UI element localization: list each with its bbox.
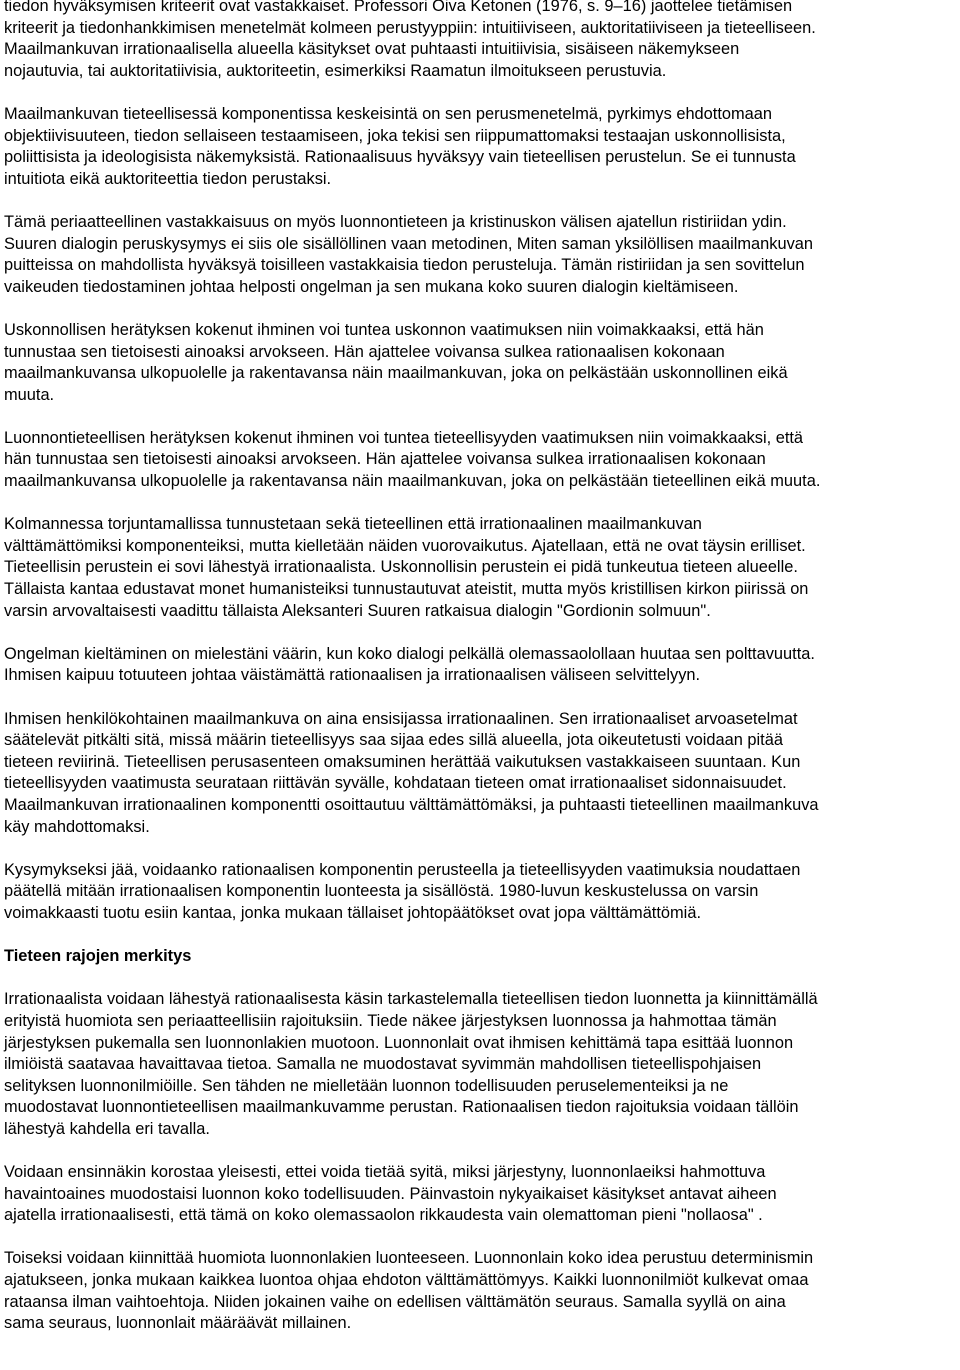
text-line: nojautuvia, tai auktoritatiivisia, auktoriteetin, esimerkiksi Raamatun ilmoitukseen perustuvia. — [4, 61, 667, 80]
text-line: Voidaan ensinnäkin korostaa yleisesti, ettei voida tietää syitä, miksi järjestyny, luonnonlaeiksi hahmottuva — [4, 1163, 766, 1182]
text-paragraph — [4, 989, 958, 1140]
text-line: Tämä periaatteellinen vastakkaisuus on myös luonnontieteen ja kristinuskon välisen ajatellun ristiriidan ydin. — [4, 212, 787, 231]
text-line: kriteerit ja tiedonhankkimisen menetelmät kolmeen perustyyppiin: intuitiiviseen, auktoritatiiviseen ja tieteelliseen. — [4, 18, 816, 37]
text-line: maailmankuvansa ulkopuolelle ja rakentavansa näin maailmankuvan, joka on pelkästään tieteellinen eikä muuta. — [4, 472, 821, 491]
text-paragraph — [4, 514, 958, 622]
text-line: Tieteen rajojen merkitys — [4, 947, 192, 966]
text-line: objektiivisuuteen, tiedon sellaiseen testaamiseen, joka tekisi sen riippumattomaksi testaajan uskonnollisista, — [4, 126, 786, 145]
text-line: havaintoaines muodostaisi luonnon koko todellisuuden. Päinvastoin nykyaikaiset käsitykset antavat aiheen — [4, 1184, 777, 1203]
text-line: Luonnontieteellisen herätyksen kokenut ihminen voi tuntea tieteellisyyden vaatimuksen niin voimakkaaksi, että — [4, 428, 804, 447]
text-line: Uskonnollisen herätyksen kokenut ihminen voi tuntea uskonnon vaatimuksen niin voimakkaaksi, että hän — [4, 320, 764, 339]
text-line: tieteen reviirinä. Tieteellisen perusasenteen omaksuminen herättää vaikutuksen vastakkaiseen suuntaan. Kun — [4, 752, 801, 771]
text-line: selityksen luonnonilmiöille. Sen tähden ne mielletään luonnon todellisuuden peruselementeiksi ja ne — [4, 1076, 729, 1095]
text-line: ajatella irrationaalisesti, että tämä on koko olemassaolon rikkaudesta vain olemattoman pieni "nollaosa" . — [4, 1206, 763, 1225]
text-line: Kysymykseksi jää, voidaanko rationaalisen komponentin perusteella ja tieteellisyyden vaatimuksia noudattaen — [4, 860, 801, 879]
text-paragraph — [4, 860, 958, 925]
text-line: lähestyä kahdella eri tavalla. — [4, 1119, 210, 1138]
text-paragraph — [4, 0, 958, 82]
text-line: hän tunnustaa sen tietoisesti ainoaksi arvokseen. Hän ajattelee voivansa sulkea irrationaalisen kokonaan — [4, 450, 766, 469]
text-line: Ihmisen henkilökohtainen maailmankuva on aina ensisijassa irrationaalinen. Sen irrationaaliset arvoasetelmat — [4, 709, 798, 728]
text-line: päätellä mitään irrationaalisen komponentin luonteesta ja sisällöstä. 1980-luvun keskustelussa on varsin — [4, 882, 759, 901]
text-line: tunnustaa sen tietoisesti ainoaksi arvokseen. Hän ajattelee voivansa sulkea rationaalisen kokonaan — [4, 342, 725, 361]
section-heading — [4, 946, 958, 968]
text-line: vaikeuden tiedostaminen johtaa helposti ongelman ja sen mukana koko suuren dialogin kieltämiseen. — [4, 277, 739, 296]
text-line: voimakkaasti tuotu esiin kantaa, jonka mukaan tällaiset johtopäätökset ovat jopa välttämättömiä. — [4, 903, 701, 922]
text-line: tiedon hyväksymisen kriteerit ovat vastakkaiset. Professori Oiva Ketonen (1976, s. 9–16) jaottelee tietämisen — [4, 0, 793, 15]
text-paragraph — [4, 709, 958, 839]
text-line: ilmiöistä saatavaa havaittavaa tietoa. Samalla ne muodostavat syvimmän mahdollisen tieteellispohjaisen — [4, 1055, 762, 1074]
text-line: Maailmankuvan irrationaalinen komponentti osoittautuu välttämättömäksi, ja puhtaasti tieteellinen maailmankuva — [4, 795, 819, 814]
text-line: Suuren dialogin peruskysymys ei siis ole sisällöllinen vaan metodinen, Miten saman yksilöllisen maailmankuvan — [4, 234, 813, 253]
text-paragraph — [4, 1162, 958, 1227]
text-line: Tällaista kantaa edustavat monet humanisteiksi tunnustautuvat ateistit, mutta myös kristillisen kirkon piirissä on — [4, 580, 809, 599]
text-paragraph — [4, 644, 958, 687]
text-paragraph — [4, 428, 958, 493]
text-line: Irrationaalista voidaan lähestyä rationaalisesta käsin tarkastelemalla tieteellisen tiedon luonnetta ja kiinnittämällä — [4, 990, 818, 1009]
text-line: Maailmankuvan irrationaalisella alueella käsitykset ovat puhtaasti intuitiivisia, sisäiseen näkemykseen — [4, 40, 740, 59]
text-line: muodostavat luonnontieteellisen maailmankuvamme perustan. Rationaalisen tiedon rajoituksia voidaan tällöin — [4, 1098, 799, 1117]
text-line: rataansa ilman vaihtoehtoja. Niiden jokainen vaihe on edellisen välttämätön seuraus. Samalla syyllä on aina — [4, 1292, 786, 1311]
text-line: välttämättömiksi komponenteiksi, mutta kielletään näiden vuorovaikutus. Ajatellaan, että ne ovat täysin erilliset. — [4, 536, 806, 555]
text-paragraph — [4, 212, 958, 298]
text-line: puitteissa on mahdollista hyväksyä toisilleen vastakkaisia tiedon perusteluja. Tämän ristiriidan ja sen sovittelun — [4, 256, 805, 275]
text-line: Maailmankuvan tieteellisessä komponentissa keskeisintä on sen perusmenetelmä, pyrkimys ehdottomaan — [4, 104, 773, 123]
text-line: intuitiota eikä auktoriteettia tiedon perustaksi. — [4, 169, 332, 188]
text-line: maailmankuvansa ulkopuolelle ja rakentavansa näin maailmankuvan, joka on pelkästään uskonnollinen eikä — [4, 364, 788, 383]
text-paragraph — [4, 320, 958, 406]
text-line: Tieteellisin perustein ei sovi lähestyä irrationaalista. Uskonnollisin perustein ei pidä tunkeutua tieteen alueelle. — [4, 558, 798, 577]
text-line: tieteellisyyden vaatimusta seurataan riittävän syvälle, kohdataan tieteen omat irrationaaliset sidonnaisuudet. — [4, 774, 787, 793]
text-line: järjestyksen pukemalla sen luonnonlakien muotoon. Luonnonlait ovat ihmisen kehittämä tapa esittää luonnon — [4, 1033, 794, 1052]
text-line: muuta. — [4, 385, 55, 404]
text-line: Ihmisen kaipuu totuuteen johtaa väistämättä rationaalisen ja irrationaalisen väliseen selvittelyyn. — [4, 666, 701, 685]
document-page — [4, 0, 958, 1356]
text-line: poliittisista ja ideologisista näkemyksistä. Rationaalisuus hyväksyy vain tieteellisen perustelun. Se ei tunnusta — [4, 148, 796, 167]
text-line: käy mahdottomaksi. — [4, 817, 150, 836]
text-paragraph — [4, 104, 958, 190]
text-line: ajatukseen, jonka mukaan kaikkea luontoa ohjaa ehdoton välttämättömyys. Kaikki luonnonilmiöt kulkevat omaa — [4, 1271, 809, 1290]
text-line: Kolmannessa torjuntamallissa tunnustetaan sekä tieteellinen että irrationaalinen maailmankuvan — [4, 515, 702, 534]
text-line: varsin arvovaltaisesti vaadittu tällaista Aleksanteri Suuren ratkaisua dialogin "Gordionin solmuun". — [4, 601, 711, 620]
text-line: Toiseksi voidaan kiinnittää huomiota luonnonlakien luonteeseen. Luonnonlain koko idea perustuu determinismin — [4, 1249, 814, 1268]
text-line: erityistä huomiota sen periaatteellisiin rajoituksiin. Tiede näkee järjestyksen luonnossa ja hahmottaa tämän — [4, 1011, 777, 1030]
text-line: sama seuraus, luonnonlait määräävät millainen. — [4, 1314, 352, 1333]
text-line: Ongelman kieltäminen on mielestäni väärin, kun koko dialogi pelkällä olemassaolollaan huutaa sen polttavuutta. — [4, 644, 815, 663]
text-line: säätelevät pitkälti sitä, missä määrin tieteellisyys saa sijaa edes sillä alueella, jota oikeutetusti voidaan pitää — [4, 731, 783, 750]
text-paragraph — [4, 1248, 958, 1334]
